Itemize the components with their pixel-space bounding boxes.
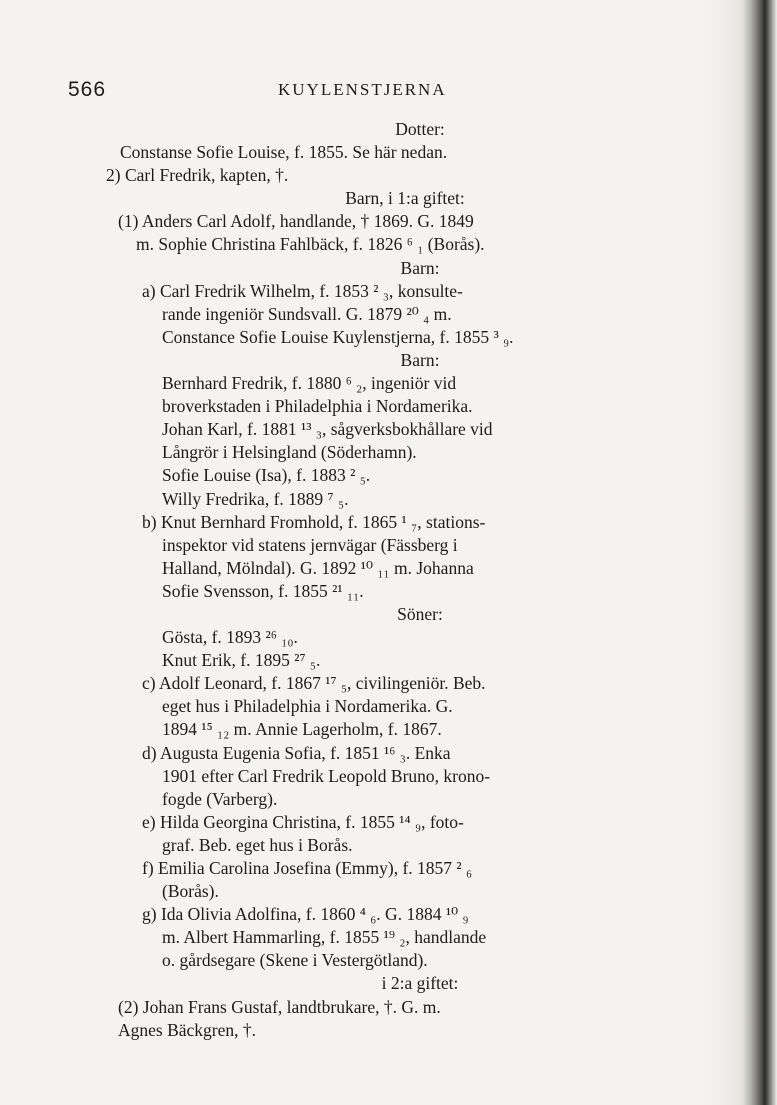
text-line: Johan Karl, f. 1881 ¹³ ₃, sågverksbokhållare vid <box>162 419 493 440</box>
text-line: (2) Johan Frans Gustaf, landtbrukare, †. G. m. <box>118 996 441 1017</box>
section-heading-dotter: Dotter: <box>395 119 445 139</box>
text-line: Halland, Mölndal). G. 1892 ¹⁰ ₁₁ m. Johanna <box>162 557 474 578</box>
text-line: broverkstaden i Philadelphia i Nordamerika. <box>162 396 473 417</box>
text-line: 1901 efter Carl Fredrik Leopold Bruno, krono- <box>162 765 491 786</box>
text-line: (Borås). <box>162 881 219 902</box>
section-heading: Söner: <box>397 603 443 624</box>
text-line: g) Ida Olivia Adolfina, f. 1860 ⁴ ₆. G. 1884 ¹⁰ ₉ <box>142 904 469 925</box>
text-line: b) Knut Bernhard Fromhold, f. 1865 ¹ ₇, stations- <box>142 511 486 532</box>
text-line: graf. Beb. eget hus i Borås. <box>162 834 353 855</box>
text-line: eget hus i Philadelphia i Nordamerika. G. <box>162 696 453 717</box>
page-header <box>68 78 628 108</box>
text-line: Sofie Louise (Isa), f. 1883 ² ₅. <box>162 465 371 486</box>
text-line: 1894 ¹⁵ ₁₂ m. Annie Lagerholm, f. 1867. <box>162 719 442 740</box>
text-line: m. Sophie Christina Fahlbäck, f. 1826 ⁶ ₁ (Borås). <box>136 234 485 255</box>
text-line: d) Augusta Eugenia Sofia, f. 1851 ¹⁶ ₃. Enka <box>142 742 451 763</box>
text-line: o. gårdsegare (Skene i Vestergötland). <box>162 950 428 971</box>
text-line: m. Albert Hammarling, f. 1855 ¹⁹ ₂, handlande <box>162 927 487 948</box>
text-line: fogde (Varberg). <box>162 788 278 809</box>
text-line: rande ingeniör Sundsvall. G. 1879 ²⁰ ₄ m. <box>162 303 452 324</box>
section-heading: Barn: <box>400 257 440 278</box>
text-line: 2) Carl Fredrik, kapten, †. <box>106 165 289 186</box>
text-line: f) Emilia Carolina Josefina (Emmy), f. 1857 ² ₆ <box>142 858 473 878</box>
section-heading: i 2:a giftet: <box>381 973 459 994</box>
text-line: a) Carl Fredrik Wilhelm, f. 1853 ² ₃, konsulte- <box>142 280 463 301</box>
text-line: Gösta, f. 1893 ²⁶ ₁₀. <box>162 627 298 648</box>
text-line: Constance Sofie Louise Kuylenstjerna, f. 1855 ³ ₉. <box>162 326 514 347</box>
text-line: inspektor vid statens jernvägar (Fässberg i <box>162 534 458 555</box>
text-line: Willy Fredrika, f. 1889 ⁷ ₅. <box>162 488 349 509</box>
section-heading: Barn: <box>400 349 440 370</box>
running-head: KUYLENSTJERNA <box>278 80 447 99</box>
text-line: Sofie Svensson, f. 1855 ²¹ ₁₁. <box>162 580 364 601</box>
text-line: (1) Anders Carl Adolf, handlande, † 1869. G. 1849 <box>118 211 474 232</box>
text-line: Bernhard Fredrik, f. 1880 ⁶ ₂, ingeniör vid <box>162 373 457 394</box>
text-line: c) Adolf Leonard, f. 1867 ¹⁷ ₅, civilingeniör. Beb. <box>142 673 486 694</box>
text-line: Långrör i Helsingland (Söderhamn). <box>162 442 417 463</box>
text-line: Knut Erik, f. 1895 ²⁷ ₅. <box>162 650 321 671</box>
page-number: 566 <box>68 78 107 101</box>
section-heading: Barn, i 1:a giftet: <box>345 188 465 209</box>
text-line: Agnes Bäckgren, †. <box>118 1019 257 1040</box>
genealogy-text <box>106 118 670 1042</box>
text-line: e) Hilda Georgina Christina, f. 1855 ¹⁴ ₉, foto- <box>142 811 464 832</box>
text-line: Constanse Sofie Louise, f. 1855. Se här nedan. <box>120 142 448 163</box>
